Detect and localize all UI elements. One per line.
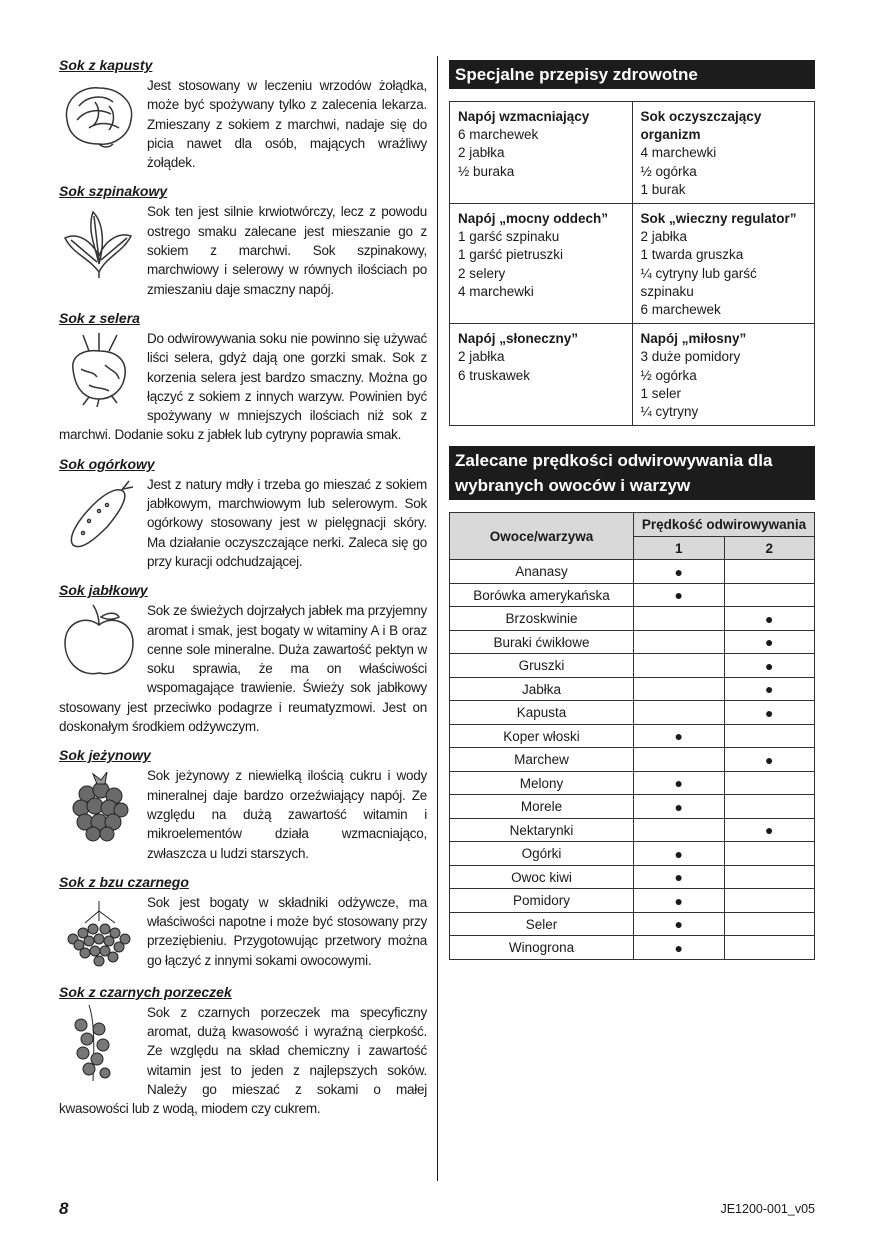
speed-1-cell: [634, 630, 725, 654]
produce-name: Koper włoski: [450, 724, 634, 748]
produce-name: Owoc kiwi: [450, 865, 634, 889]
speed-1-cell: ●: [634, 795, 725, 819]
table-row: [450, 630, 815, 654]
apple-icon: [59, 601, 139, 681]
table-row: [450, 795, 815, 819]
page-number: 8: [59, 1199, 69, 1218]
section-text: Sok jest bogaty w składniki odżywcze, ma właściwości napotne i może być stosowany przy przeziębieniu. Przygotowując przetwory można go łączyć z innymi sokami owocowymi.: [147, 894, 427, 968]
speed-1-cell: [634, 654, 725, 678]
celeriac-icon: [59, 329, 139, 409]
blackberry-icon: [59, 766, 139, 846]
recipe-ingredient: 2 selery: [458, 265, 506, 281]
produce-name: Jabłka: [450, 677, 634, 701]
speed-1-cell: [634, 677, 725, 701]
recipe-name: Napój „mocny oddech”: [458, 211, 609, 227]
table-row: [450, 583, 815, 607]
section-title: Sok z selera: [59, 309, 140, 326]
recipe-cell: [450, 102, 633, 204]
section-title: Sok jabłkowy: [59, 582, 148, 599]
speed-1-cell: [634, 748, 725, 772]
column-divider: [437, 56, 438, 1181]
section-text: Sok ten jest silnie krwiotwórczy, lecz z powodu ostrego smaku zalecane jest mieszanie go z sokiem z marchwi. Sok szpinakowy, marchwiowy i selerowy w równych ilościach po zmieszaniu daje smaczny napój.: [147, 204, 427, 297]
speed-2-cell: [724, 560, 815, 584]
recipe-ingredient: 2 jabłka: [458, 145, 505, 161]
recipe-name: Sok „wieczny regulator”: [640, 211, 797, 227]
produce-name: Melony: [450, 771, 634, 795]
column-header-speed-2: 2: [724, 536, 815, 560]
speed-2-cell: [724, 842, 815, 866]
section-celery: [59, 309, 427, 445]
produce-name: Morele: [450, 795, 634, 819]
table-row: [450, 607, 815, 631]
cucumber-icon: [59, 475, 139, 555]
produce-name: Pomidory: [450, 889, 634, 913]
produce-name: Seler: [450, 912, 634, 936]
recipe-cell: [450, 204, 633, 324]
section-cabbage: [59, 56, 427, 172]
section-title: Sok z czarnych porzeczek: [59, 983, 232, 1000]
section-text: Jest z natury mdły i trzeba go mieszać z sokiem jabłkowym, marchwiowym lub selerowym. Sok ogórkowy stosowany jest w pielęgnacji skóry. Ma działanie oczyszczające nerki. Zaleca się go przy kuracji odchudzającej.: [147, 476, 427, 569]
recipe-ingredient: 2 jabłka: [640, 229, 688, 245]
recipe-name: Napój wzmacniający: [458, 109, 590, 124]
recipe-cell: [632, 324, 815, 426]
speed-2-cell: ●: [724, 630, 815, 654]
recipes-table: [449, 101, 815, 426]
spinach-icon: [59, 202, 139, 282]
section-cucumber: [59, 455, 427, 571]
speed-2-cell: ●: [724, 818, 815, 842]
column-header-speed: Prędkość odwirowywania: [634, 513, 815, 537]
table-row: [450, 912, 815, 936]
juice-descriptions: [59, 56, 427, 1129]
speed-1-cell: [634, 701, 725, 725]
recipe-ingredient: 4 marchewki: [458, 283, 534, 299]
speed-2-cell: ●: [724, 748, 815, 772]
produce-name: Brzoskwinie: [450, 607, 634, 631]
produce-name: Gruszki: [450, 654, 634, 678]
section-elderberry: [59, 873, 427, 973]
recipe-name: Napój „słoneczny”: [458, 331, 579, 347]
speed-1-cell: [634, 818, 725, 842]
table-row: [450, 701, 815, 725]
recipe-ingredient: ¼ cytryny: [640, 404, 699, 420]
section-text: Do odwirowywania soku nie powinno się używać liści selera, gdyż dają one gorzki smak. Sok z korzenia selera jest bardzo smaczny. Można go łączyć z sokiem z innych warzyw. Powinien być spożywany w mniejszych ilościach niż sok z marchwi. Dodanie soku z jabłek lub cytryny poprawia smak.: [59, 330, 427, 443]
section-text: Sok ze świeżych dojrzałych jabłek ma przyjemny aromat i smak, jest bogaty w witaminy A i B oraz cenne sole mineralne. Duża zawartość pektyn w soku sprawia, że ma on właściwości wspomagające trawienie. Świeży sok jabłkowy stosowany jest przeciwko podagrze i reumatyzmowi. Jest on doskonałym środkiem odżywczym.: [59, 603, 427, 735]
recipe-cell: [450, 324, 633, 426]
table-row: [450, 771, 815, 795]
section-blackcurrant: [59, 983, 427, 1119]
section-apple: [59, 581, 427, 736]
recipe-ingredient: 1 twarda gruszka: [640, 247, 744, 263]
speed-table: [449, 512, 815, 960]
recipe-name: Napój „miłosny”: [640, 331, 747, 347]
speed-2-cell: [724, 865, 815, 889]
speed-2-cell: ●: [724, 701, 815, 725]
column-header-speed-1: 1: [634, 536, 725, 560]
recipe-ingredient: ½ ogórka: [640, 163, 697, 179]
speed-1-cell: ●: [634, 771, 725, 795]
speed-1-cell: [634, 607, 725, 631]
recipe-cell: [632, 102, 815, 204]
speed-1-cell: ●: [634, 912, 725, 936]
produce-name: Winogrona: [450, 936, 634, 960]
speed-1-cell: ●: [634, 865, 725, 889]
section-text: Sok jeżynowy z niewielką ilością cukru i wody mineralnej daje bardzo orzeźwiający napój. Ze względu na dużą zawartość witamin i mikroelementów działa wzmacniająco, zwłaszcza u ludzi starszych.: [147, 768, 427, 861]
recipe-ingredient: 1 burak: [640, 181, 686, 197]
speed-1-cell: ●: [634, 889, 725, 913]
recipe-ingredient: 6 marchewek: [640, 302, 721, 318]
speed-2-cell: ●: [724, 654, 815, 678]
produce-name: Ogórki: [450, 842, 634, 866]
recipe-ingredient: 6 marchewek: [458, 127, 539, 143]
recipes-row: [450, 204, 815, 324]
elderberry-icon: [59, 893, 139, 973]
produce-name: Marchew: [450, 748, 634, 772]
speed-1-cell: ●: [634, 936, 725, 960]
speed-2-cell: [724, 795, 815, 819]
section-title: Sok ogórkowy: [59, 455, 155, 472]
table-row: [450, 842, 815, 866]
section-title: Sok szpinakowy: [59, 183, 168, 200]
column-header-produce: Owoce/warzywa: [450, 513, 634, 560]
speed-2-cell: [724, 583, 815, 607]
recipe-ingredient: 2 jabłka: [458, 349, 505, 365]
recipe-ingredient: 4 marchewki: [640, 145, 717, 161]
tables-column: [449, 60, 815, 960]
table-row: [450, 865, 815, 889]
section-title: Sok jeżynowy: [59, 747, 151, 764]
recipes-banner: Specjalne przepisy zdrowotne: [449, 60, 815, 89]
speed-2-cell: [724, 771, 815, 795]
table-row: [450, 748, 815, 772]
table-row: [450, 724, 815, 748]
recipe-ingredient: 6 truskawek: [458, 367, 531, 383]
document-code: JE1200-001_v05: [720, 1202, 815, 1216]
recipe-ingredient: 1 seler: [640, 385, 682, 401]
table-row: [450, 677, 815, 701]
recipe-ingredient: 3 duże pomidory: [640, 349, 741, 365]
recipe-ingredient: ½ ogórka: [640, 367, 697, 383]
recipe-ingredient: ½ buraka: [458, 163, 515, 179]
speed-2-cell: ●: [724, 607, 815, 631]
section-title: Sok z kapusty: [59, 57, 153, 73]
produce-name: Nektarynki: [450, 818, 634, 842]
blackcurrant-icon: [59, 1003, 139, 1083]
recipes-row: [450, 102, 815, 204]
speed-1-cell: ●: [634, 842, 725, 866]
speed-2-cell: [724, 936, 815, 960]
section-spinach: [59, 182, 427, 298]
table-row: [450, 654, 815, 678]
table-row: [450, 889, 815, 913]
speeds-banner: Zalecane prędkości odwirowywania dla wybranych owoców i warzyw: [449, 446, 815, 500]
table-row: [450, 560, 815, 584]
table-row: [450, 818, 815, 842]
speed-1-cell: ●: [634, 724, 725, 748]
section-title: Sok z bzu czarnego: [59, 873, 189, 890]
speed-1-cell: ●: [634, 560, 725, 584]
recipe-ingredient: 1 garść pietruszki: [458, 247, 564, 263]
produce-name: Kapusta: [450, 701, 634, 725]
speed-2-cell: [724, 912, 815, 936]
speed-2-cell: ●: [724, 677, 815, 701]
recipe-ingredient: 1 garść szpinaku: [458, 229, 560, 245]
section-text: Sok z czarnych porzeczek ma specyficzny aromat, dużą kwasowość i wyraźną cierpkość. Ze względu na skład chemiczny i zawartość witamin jest to jeden z najlepszych soków. Należy go mieszać z sokami o małej kwasowości lub z wodą, miodem czy cukrem.: [59, 1004, 427, 1117]
speed-1-cell: ●: [634, 583, 725, 607]
section-text: Jest stosowany w leczeniu wrzodów żołądka, może być spożywany tylko z zalecenia lekarza. Zmieszany z sokiem z marchwi, nadaje się do picia nawet dla osób, mających wrażliwy żołądek.: [147, 78, 427, 171]
cabbage-icon: [59, 76, 139, 156]
produce-name: Borówka amerykańska: [450, 583, 634, 607]
speed-2-cell: [724, 724, 815, 748]
speed-2-cell: [724, 889, 815, 913]
produce-name: Buraki ćwikłowe: [450, 630, 634, 654]
recipe-name: Sok oczyszczający organizm: [640, 109, 762, 143]
recipes-row: [450, 324, 815, 426]
recipe-cell: [632, 204, 815, 324]
recipe-ingredient: ¼ cytryny lub garść szpinaku: [640, 265, 757, 299]
section-blackberry: [59, 746, 427, 862]
table-row: [450, 936, 815, 960]
produce-name: Ananasy: [450, 560, 634, 584]
